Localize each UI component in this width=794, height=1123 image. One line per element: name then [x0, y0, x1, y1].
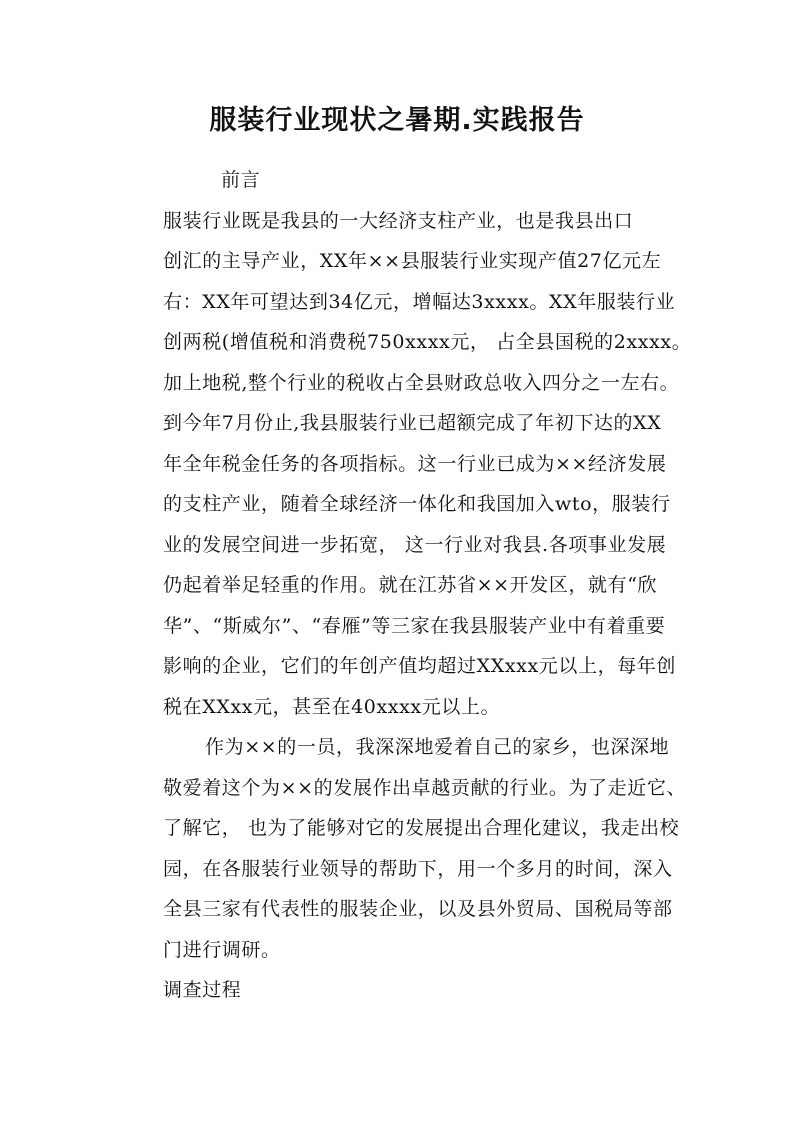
section-heading-survey: 调查过程 [163, 979, 242, 1001]
text-line: 业的发展空间进一步拓宽， 这一行业对我县.各项事业发展 [163, 533, 667, 556]
text-line: 门进行调研。 [163, 938, 281, 961]
text-line: 仍起着举足轻重的作用。就在江苏省××开发区，就有“欣 [163, 574, 658, 596]
text-line: 创两税(增值税和消费税750xxxx元， 占全县国税的2xxxx。 [163, 331, 692, 353]
text-line: 服装行业既是我县的一大经济支柱产业，也是我县出口 [163, 209, 634, 232]
text-line: 年全年税金任务的各项指标。这一行业已成为××经济发展 [163, 452, 667, 475]
text-line: 到今年7月份止,我县服装行业已超额完成了年初下达的XX [163, 412, 662, 434]
text-line: 的支柱产业，随着全球经济一体化和我国加入wto，服装行 [163, 493, 671, 515]
text-line: 影响的企业，它们的年创产值均超过XXxxx元以上，每年创 [163, 655, 676, 677]
text-line: 加上地税,整个行业的税收占全县财政总收入四分之一左右。 [163, 371, 680, 394]
document-title: 服装行业现状之暑期.实践报告 [209, 105, 585, 136]
text-line: 华”、“斯威尔”、“春雁”等三家在我县服装产业中有着重要 [163, 614, 666, 637]
text-line: 敬爱着这个为××的发展作出卓越贡献的行业。为了走近它、 [163, 776, 687, 799]
text-line: 右：XX年可望达到34亿元，增幅达3xxxx。XX年服装行业 [163, 290, 676, 313]
text-line: 作为××的一员，我深深地爱着自己的家乡，也深深地 [205, 736, 670, 758]
document-body [121, 160, 692, 1011]
text-line: 税在XXxx元，甚至在40xxxx元以上。 [163, 695, 501, 718]
text-line: 园，在各服装行业领导的帮助下，用一个多月的时间，深入 [163, 857, 673, 880]
text-line: 创汇的主导产业，XX年××县服装行业实现产值27亿元左 [163, 250, 662, 272]
paragraph-2 [121, 727, 687, 970]
text-line: 全县三家有代表性的服装企业，以及县外贸局、国税局等部 [163, 898, 673, 920]
text-line: 了解它， 也为了能够对它的发展提出合理化建议，我走出校 [163, 817, 680, 839]
paragraph-1 [121, 201, 692, 728]
section-heading-preface: 前言 [221, 169, 261, 191]
